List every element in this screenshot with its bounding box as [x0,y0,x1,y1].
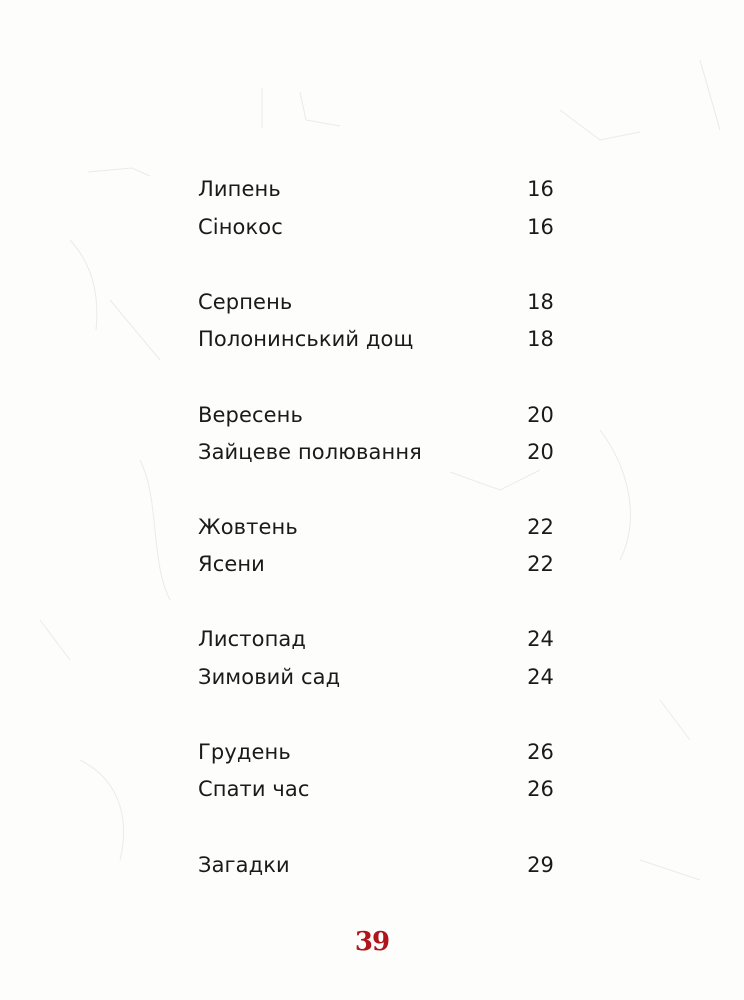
toc-title: Жовтень [198,515,298,539]
toc-page-number: 16 [527,215,554,239]
toc-month-line [198,400,554,430]
toc-page-number: 26 [527,777,554,801]
toc-title: Серпень [198,290,293,314]
toc-entry-line [198,324,554,354]
toc-page-number: 20 [527,440,554,464]
toc-page-number: 26 [527,740,554,764]
toc-page-number: 16 [527,177,554,201]
toc-page-number: 22 [527,552,554,576]
toc-month-line [198,174,554,204]
toc-month-line [198,287,554,317]
toc-title: Зимовий сад [198,665,341,689]
toc-title: Сінокос [198,215,283,239]
toc-page-number: 18 [527,327,554,351]
toc-title: Спати час [198,777,310,801]
toc-page-number: 24 [527,665,554,689]
toc-page-number: 22 [527,515,554,539]
toc-month-line [198,737,554,767]
toc-title: Вересень [198,403,303,427]
toc-month-line [198,512,554,542]
toc-entry-line [198,212,554,242]
toc-page-number: 29 [527,853,554,877]
toc-title: Ясени [198,552,265,576]
toc-entry-line [198,662,554,692]
toc-title: Листопад [198,627,306,651]
toc-page-number: 20 [527,403,554,427]
toc-title: Загадки [198,853,290,877]
toc-month-line [198,850,554,880]
toc-title: Полонинський дощ [198,327,414,351]
toc-title: Липень [198,177,281,201]
page-number: 39 [354,927,390,957]
toc-entry-line [198,437,554,467]
toc-page-number: 24 [527,627,554,651]
toc-page-number: 18 [527,290,554,314]
toc-entry-line [198,549,554,579]
toc-title: Грудень [198,740,291,764]
toc-month-line [198,624,554,654]
toc-entry-line [198,774,554,804]
toc-title: Зайцеве полювання [198,440,422,464]
